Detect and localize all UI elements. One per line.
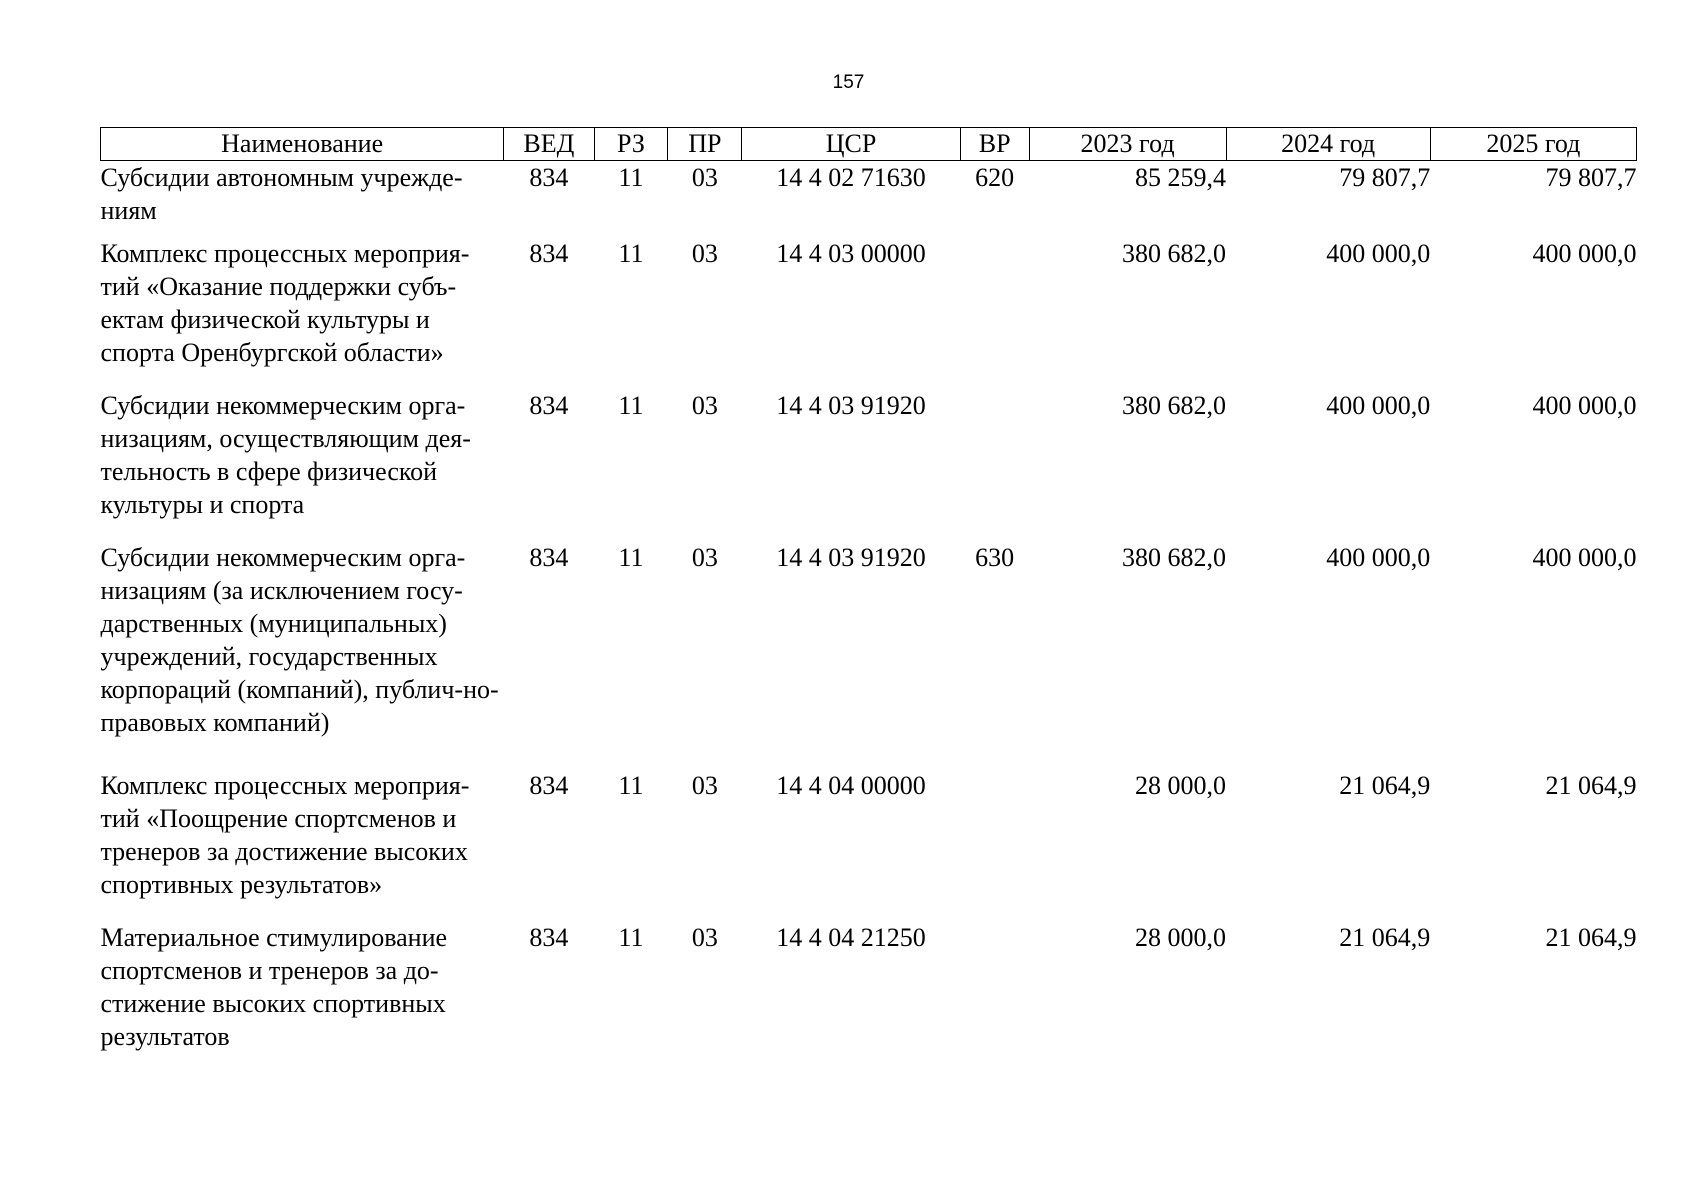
row-2023: 380 682,0 (1122, 543, 1227, 572)
row-vr: 630 (975, 543, 1015, 572)
row-vr (960, 389, 1029, 541)
row-pr: 03 (691, 239, 718, 268)
row-2025: 21 064,9 (1545, 923, 1637, 952)
row-2025: 400 000,0 (1532, 543, 1637, 572)
header-2024: 2024 год (1226, 128, 1430, 161)
header-pr: ПР (668, 128, 742, 161)
row-csr: 14 4 03 00000 (776, 239, 926, 268)
table-row (101, 161, 1637, 238)
table-row (101, 237, 1637, 389)
table-row (101, 389, 1637, 541)
row-2023: 28 000,0 (1135, 923, 1227, 952)
row-2024: 21 064,9 (1339, 923, 1431, 952)
header-ved: ВЕД (504, 128, 594, 161)
row-pr: 03 (691, 163, 718, 192)
row-2025: 400 000,0 (1532, 391, 1637, 420)
row-rz: 11 (618, 239, 644, 268)
row-rz: 11 (618, 923, 644, 952)
header-2023: 2023 год (1029, 128, 1226, 161)
header-rz: РЗ (594, 128, 668, 161)
row-name: Комплекс процессных мероприя-тий «Оказание поддержки субъ-ектам физической культуры и спорта Оренбургской области» (100, 239, 470, 367)
header-vr: ВР (960, 128, 1029, 161)
row-2023: 28 000,0 (1135, 771, 1227, 800)
row-name: Материальное стимулирование спортсменов и тренеров за до-стижение высоких спортивных результатов (100, 923, 448, 1051)
row-2025: 79 807,7 (1545, 163, 1637, 192)
table-header-row (101, 128, 1637, 161)
row-rz: 11 (618, 543, 644, 572)
row-csr: 14 4 02 71630 (776, 163, 926, 192)
row-2025: 400 000,0 (1532, 239, 1637, 268)
row-vr: 620 (975, 163, 1015, 192)
row-2024: 400 000,0 (1326, 239, 1431, 268)
row-name: Субсидии некоммерческим орга-низациям (за исключением госу-дарственных (муниципальных) учреждений, государственных корпораций (компаний), публич-но-правовых компаний) (100, 543, 499, 737)
row-pr: 03 (691, 923, 718, 952)
row-name: Субсидии некоммерческим орга-низациям, осуществляющим дея-тельность в сфере физической культуры и спорта (100, 391, 471, 519)
table-row (101, 769, 1637, 921)
row-csr: 14 4 04 21250 (776, 923, 926, 952)
table-row (101, 921, 1637, 1061)
header-csr: ЦСР (742, 128, 961, 161)
row-ved: 834 (529, 391, 569, 420)
row-2023: 380 682,0 (1122, 239, 1227, 268)
row-ved: 834 (529, 163, 569, 192)
row-vr (960, 769, 1029, 921)
row-2024: 79 807,7 (1339, 163, 1431, 192)
row-2023: 380 682,0 (1122, 391, 1227, 420)
row-csr: 14 4 04 00000 (776, 771, 926, 800)
row-ved: 834 (529, 543, 569, 572)
row-pr: 03 (691, 543, 718, 572)
row-2024: 400 000,0 (1326, 391, 1431, 420)
row-ved: 834 (529, 771, 569, 800)
row-csr: 14 4 03 91920 (776, 543, 926, 572)
table-row (101, 541, 1637, 769)
row-rz: 11 (618, 391, 644, 420)
row-pr: 03 (691, 771, 718, 800)
row-vr (960, 921, 1029, 1061)
row-ved: 834 (529, 923, 569, 952)
row-2024: 21 064,9 (1339, 771, 1431, 800)
row-pr: 03 (691, 391, 718, 420)
row-2025: 21 064,9 (1545, 771, 1637, 800)
row-csr: 14 4 03 91920 (776, 391, 926, 420)
row-2024: 400 000,0 (1326, 543, 1431, 572)
row-ved: 834 (529, 239, 569, 268)
row-name: Комплекс процессных мероприя-тий «Поощрение спортсменов и тренеров за достижение высоких спортивных результатов» (100, 771, 470, 899)
page-number: 157 (832, 72, 865, 93)
header-name: Наименование (101, 128, 504, 161)
row-rz: 11 (618, 771, 644, 800)
row-rz: 11 (618, 163, 644, 192)
row-2023: 85 259,4 (1135, 163, 1227, 192)
budget-table (100, 127, 1637, 1061)
row-vr (960, 237, 1029, 389)
row-name: Субсидии автономным учрежде- ниям (100, 163, 463, 225)
header-2025: 2025 год (1430, 128, 1636, 161)
